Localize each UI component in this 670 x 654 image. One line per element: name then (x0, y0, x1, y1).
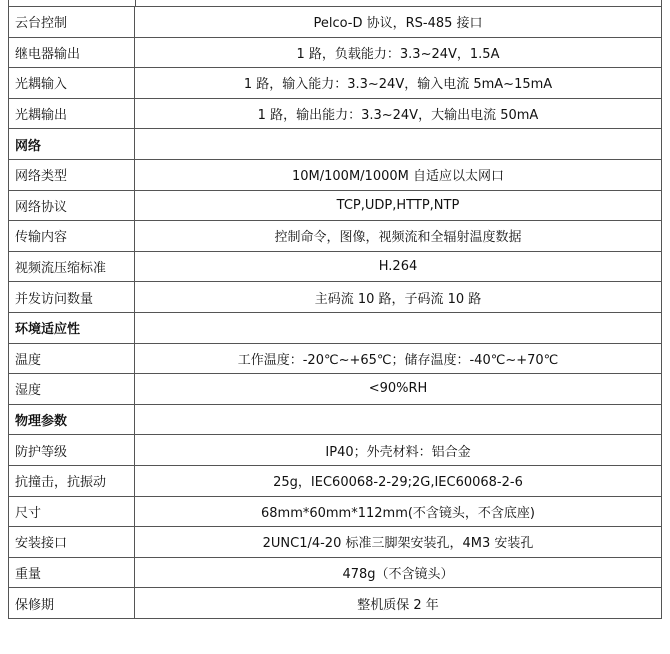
spec-sheet (8, 0, 662, 619)
table-row (9, 527, 662, 558)
row-value: 1 路，输出能力：3.3~24V，大输出电流 50mA (135, 98, 662, 129)
row-label: 视频流压缩标准 (9, 251, 135, 282)
table-row (9, 374, 662, 405)
table-top-continuation (8, 0, 662, 6)
row-label: 保修期 (9, 588, 135, 619)
row-label: 光耦输入 (9, 68, 135, 99)
row-value: <90%RH (135, 374, 662, 405)
table-row (9, 98, 662, 129)
section-empty-cell (135, 404, 662, 435)
table-row (9, 557, 662, 588)
table-row (9, 7, 662, 38)
table-row (9, 37, 662, 68)
row-label: 安装接口 (9, 527, 135, 558)
table-row (9, 435, 662, 466)
section-heading: 网络 (9, 129, 135, 160)
section-row (9, 312, 662, 343)
row-value: Pelco-D 协议，RS-485 接口 (135, 7, 662, 38)
row-value: 2UNC1/4-20 标准三脚架安装孔，4M3 安装孔 (135, 527, 662, 558)
row-label: 光耦输出 (9, 98, 135, 129)
row-value: 主码流 10 路，子码流 10 路 (135, 282, 662, 313)
table-row (9, 190, 662, 221)
row-value: 68mm*60mm*112mm(不含镜头，不含底座) (135, 496, 662, 527)
row-label: 云台控制 (9, 7, 135, 38)
spec-table-body (9, 7, 662, 619)
row-label: 抗撞击，抗振动 (9, 465, 135, 496)
table-row (9, 282, 662, 313)
row-label: 湿度 (9, 374, 135, 405)
table-row (9, 343, 662, 374)
table-row (9, 465, 662, 496)
table-row (9, 251, 662, 282)
table-row (9, 159, 662, 190)
row-value: IP40；外壳材料：铝合金 (135, 435, 662, 466)
row-value: 1 路，输入能力：3.3~24V，输入电流 5mA~15mA (135, 68, 662, 99)
table-row (9, 588, 662, 619)
section-heading: 环境适应性 (9, 312, 135, 343)
row-label: 温度 (9, 343, 135, 374)
row-value: H.264 (135, 251, 662, 282)
row-value: 控制命令，图像，视频流和全辐射温度数据 (135, 221, 662, 252)
row-label: 重量 (9, 557, 135, 588)
row-label: 传输内容 (9, 221, 135, 252)
row-label: 并发访问数量 (9, 282, 135, 313)
row-value: 478g（不含镜头） (135, 557, 662, 588)
row-label: 网络协议 (9, 190, 135, 221)
section-row (9, 129, 662, 160)
row-value: 整机质保 2 年 (135, 588, 662, 619)
table-row (9, 496, 662, 527)
section-heading: 物理参数 (9, 404, 135, 435)
row-label: 尺寸 (9, 496, 135, 527)
table-row (9, 221, 662, 252)
row-value: 1 路，负载能力：3.3~24V，1.5A (135, 37, 662, 68)
row-label: 继电器输出 (9, 37, 135, 68)
section-empty-cell (135, 129, 662, 160)
row-value: 10M/100M/1000M 自适应以太网口 (135, 159, 662, 190)
section-empty-cell (135, 312, 662, 343)
row-value: TCP,UDP,HTTP,NTP (135, 190, 662, 221)
table-row (9, 68, 662, 99)
section-row (9, 404, 662, 435)
row-label: 网络类型 (9, 159, 135, 190)
row-value: 25g，IEC60068-2-29;2G,IEC60068-2-6 (135, 465, 662, 496)
row-label: 防护等级 (9, 435, 135, 466)
spec-table (8, 6, 662, 619)
row-value: 工作温度：-20℃~+65℃；储存温度：-40℃~+70℃ (135, 343, 662, 374)
